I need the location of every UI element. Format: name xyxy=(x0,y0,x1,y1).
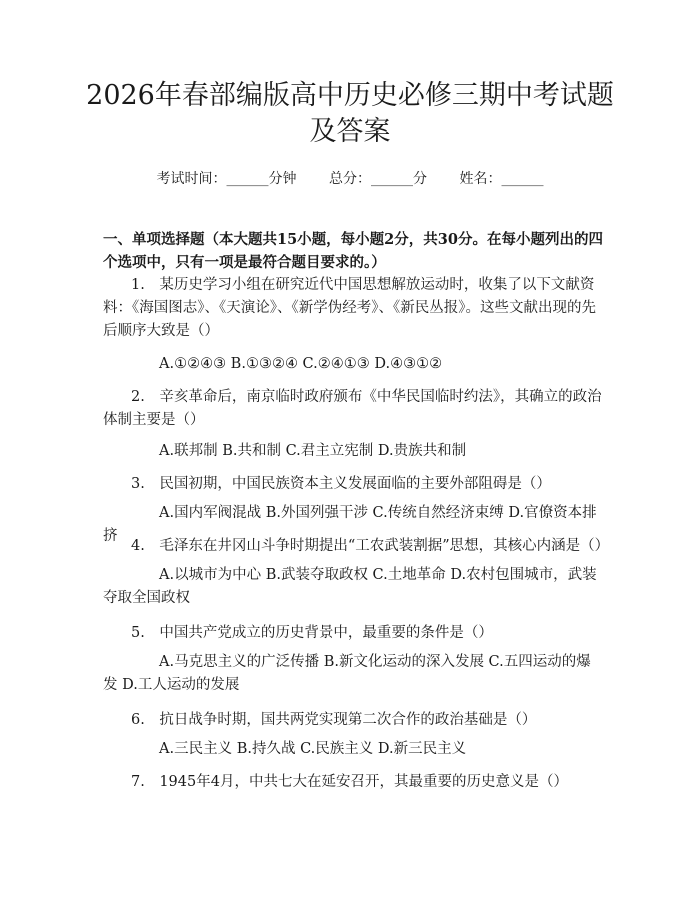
question-6-options: A.三民主义 B.持久战 C.民族主义 D.新三民主义 xyxy=(159,741,467,757)
question-2-options: A.联邦制 B.共和制 C.君主立宪制 D.贵族共和制 xyxy=(159,443,467,459)
question-2 xyxy=(103,386,603,432)
question-text: 6. 抗日战争时期，国共两党实现第二次合作的政治基础是（） xyxy=(131,712,537,728)
total-score-field: 总分：______分 xyxy=(329,171,427,187)
question-text: 4. 毛泽东在井冈山斗争时期提出“工农武装割据”思想，其核心内涵是（） xyxy=(131,538,610,554)
question-text: 7. 1945年4月，中共七大在延安召开，其最重要的历史意义是（） xyxy=(131,774,568,790)
title-line-1: 2026年春部编版高中历史必修三期中考试题 xyxy=(86,80,614,111)
student-name-field: 姓名：______ xyxy=(459,171,544,187)
question-6 xyxy=(103,709,603,732)
question-text: 3. 民国初期，中国民族资本主义发展面临的主要外部阻碍是（） xyxy=(131,476,551,492)
question-text: 1. 某历史学习小组在研究近代中国思想解放运动时，收集了以下文献资料：《海国图志》、《天演论》、《新学伪经考》、《新民丛报》。这些文献出现的先后顺序大致是（） xyxy=(103,277,596,339)
question-5 xyxy=(103,622,603,645)
question-4 xyxy=(103,535,610,558)
page-title xyxy=(60,78,640,150)
question-4-options: A.以城市为中心 B.武装夺取政权 C.土地革命 D.农村包围城市，武装夺取全国政权 xyxy=(103,567,597,606)
question-5-options: A.马克思主义的广泛传播 B.新文化运动的深入发展 C.五四运动的爆发 D.工人运动的发展 xyxy=(103,654,591,693)
question-text: 2. 辛亥革命后，南京临时政府颁布《中华民国临时约法》，其确立的政治体制主要是（） xyxy=(103,389,602,428)
question-3 xyxy=(103,473,603,496)
question-1 xyxy=(103,274,603,343)
section-heading: 一、单项选择题（本大题共15小题，每小题2分，共30分。在每小题列出的四个选项中，只有一项是最符合题目要求的。） xyxy=(103,231,603,271)
question-1-options: A.①②④③ B.①③②④ C.②④①③ D.④③①② xyxy=(159,356,443,372)
question-text: 5. 中国共产党成立的历史背景中，最重要的条件是（） xyxy=(131,625,493,641)
title-line-2: 及答案 xyxy=(309,116,391,147)
exam-time-field: 考试时间：______分钟 xyxy=(156,171,297,187)
exam-meta xyxy=(0,170,700,188)
question-7 xyxy=(103,771,603,794)
question-3-options: A.国内军阀混战 B.外国列强干涉 C.传统自然经济束缚 D.官僚资本排挤 xyxy=(103,505,597,544)
